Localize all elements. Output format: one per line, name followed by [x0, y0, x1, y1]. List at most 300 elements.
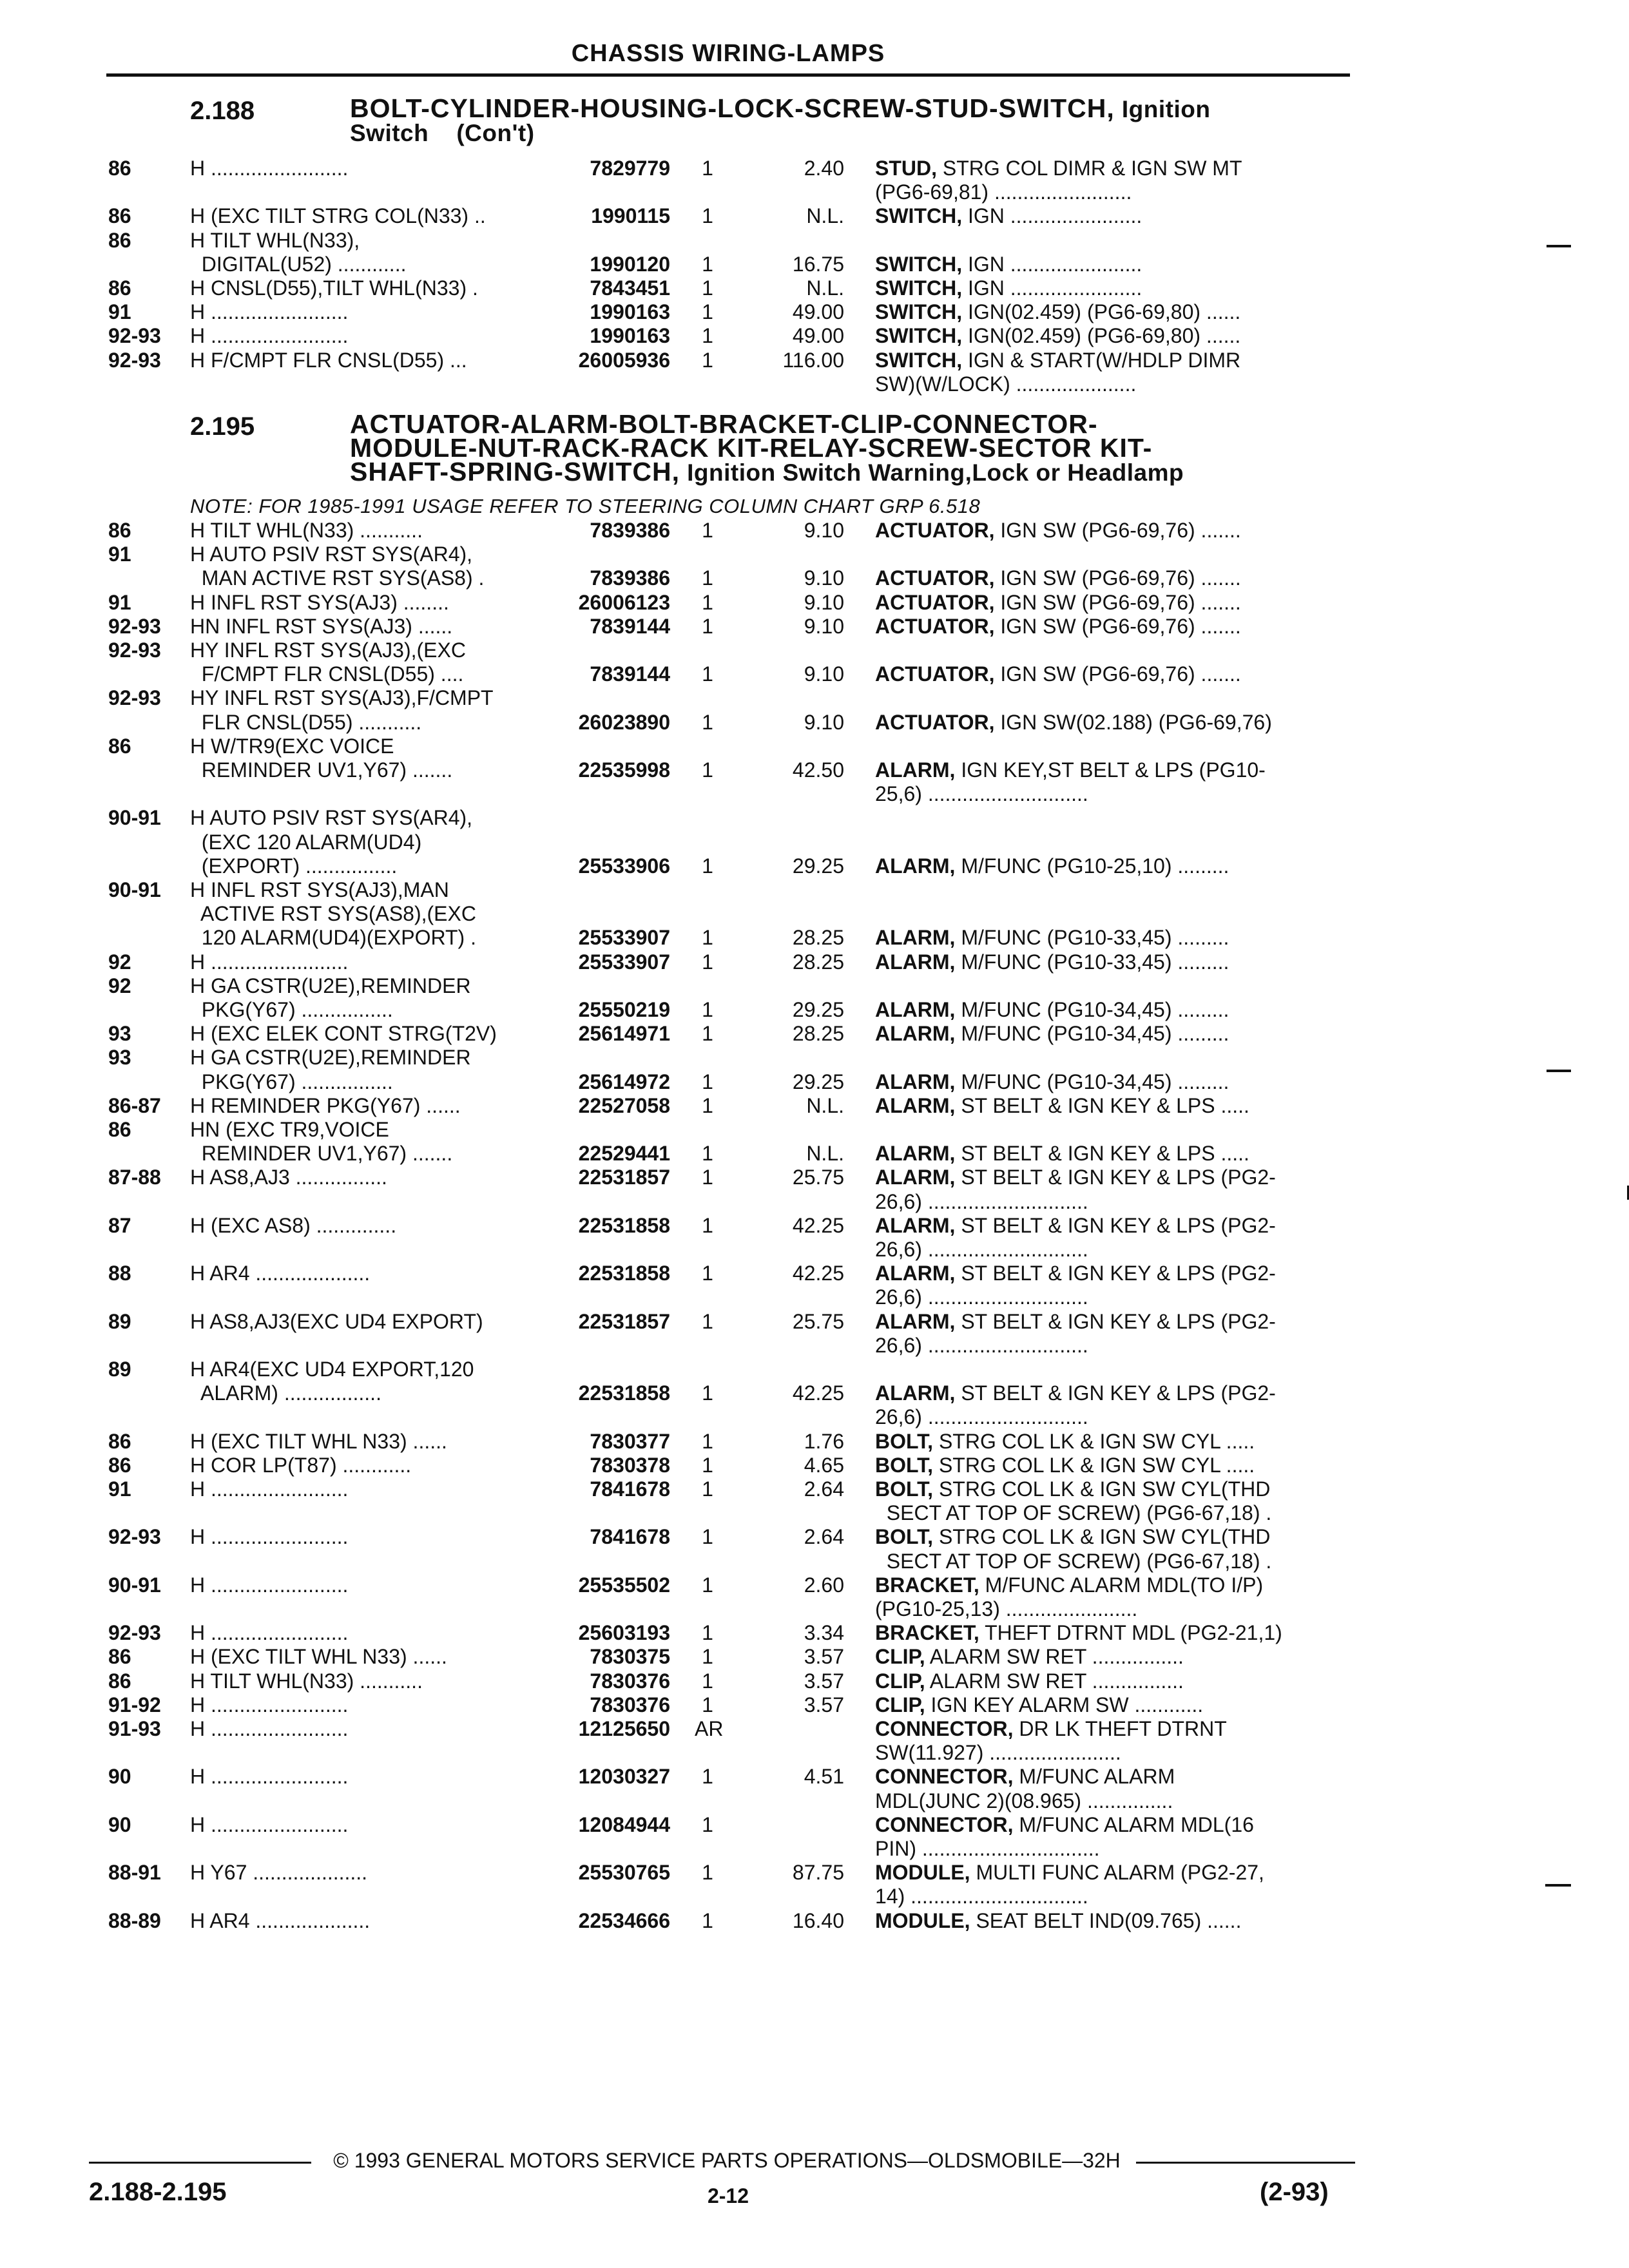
application: HY INFL RST SYS(AJ3),(EXC	[190, 639, 466, 662]
price: N.L.	[806, 1093, 844, 1117]
part-number: 25603193	[578, 1621, 670, 1645]
description	[875, 1166, 1276, 1189]
description	[875, 1285, 1088, 1309]
description-noun: CLIP,	[875, 1645, 925, 1669]
model-year: 88-91	[108, 1861, 161, 1885]
description	[875, 711, 1272, 735]
application: FLR CNSL(D55) ...........	[190, 710, 422, 734]
application: H TILT WHL(N33) ...........	[190, 519, 423, 542]
part-number: 22531858	[578, 1381, 670, 1405]
description-noun: ALARM,	[875, 1022, 956, 1046]
model-year: 93	[108, 1022, 131, 1046]
description-noun: ALARM,	[875, 1262, 956, 1285]
application: H F/CMPT FLR CNSL(D55) ...	[190, 348, 467, 372]
description-text: 26,6) ............................	[875, 1189, 1088, 1213]
description-noun: BRACKET,	[875, 1621, 979, 1645]
description-text: IGN SW (PG6-69,76) .......	[994, 590, 1241, 614]
description	[875, 1765, 1175, 1789]
description-text: 26,6) ............................	[875, 1238, 1088, 1261]
description	[875, 1142, 1249, 1166]
description	[875, 758, 1266, 782]
model-year: 86	[108, 1645, 131, 1669]
application: H INFL RST SYS(AJ3) ........	[190, 590, 449, 614]
description	[875, 253, 1142, 276]
application: HY INFL RST SYS(AJ3),F/CMPT	[190, 686, 494, 710]
quantity: 1	[702, 1645, 713, 1669]
application: REMINDER UV1,Y67) .......	[190, 758, 453, 782]
page-title: CHASSIS WIRING-LAMPS	[571, 40, 885, 67]
description-text: SW)(W/LOCK) .....................	[875, 372, 1137, 396]
description-text: IGN KEY,ST BELT & LPS (PG10-	[955, 758, 1266, 782]
description-text: IGN SW (PG6-69,76) .......	[994, 566, 1241, 590]
model-year: 86	[108, 204, 131, 228]
price: 42.25	[792, 1262, 844, 1285]
price: 116.00	[782, 348, 844, 372]
application: H TILT WHL(N33) ...........	[190, 1669, 423, 1693]
price: 1.76	[804, 1429, 844, 1453]
quantity: 1	[702, 519, 713, 542]
part-number: 7830375	[590, 1645, 670, 1669]
description-text: M/FUNC (PG10-34,45) .........	[955, 1022, 1229, 1046]
price: 3.57	[804, 1669, 844, 1693]
application: F/CMPT FLR CNSL(D55) ....	[190, 662, 464, 686]
part-number: 12084944	[578, 1812, 670, 1836]
description	[875, 591, 1241, 615]
model-year: 92-93	[108, 1525, 161, 1549]
application: H INFL RST SYS(AJ3),MAN	[190, 878, 449, 901]
application: (EXC 120 ALARM(UD4)	[190, 830, 422, 854]
description-text: 26,6) ............................	[875, 1333, 1088, 1357]
description-text: M/FUNC (PG10-33,45) .........	[955, 950, 1229, 974]
description-text: ST BELT & IGN KEY & LPS .....	[955, 1142, 1249, 1166]
section-title-lc: Ignition	[1121, 96, 1211, 122]
model-year: 90	[108, 1812, 131, 1836]
description-text: IGN .......................	[962, 204, 1142, 228]
description-text: ST BELT & IGN KEY & LPS (PG2-	[955, 1213, 1276, 1237]
application: H (EXC TILT WHL N33) ......	[190, 1645, 447, 1669]
quantity: 1	[702, 1070, 713, 1093]
description	[875, 1381, 1276, 1405]
application: ACTIVE RST SYS(AS8),(EXC	[190, 902, 476, 926]
description-text: 14) ...............................	[875, 1885, 1088, 1908]
description	[875, 300, 1240, 324]
description-noun: SWITCH,	[875, 276, 963, 300]
part-number: 7841678	[590, 1477, 670, 1501]
application: H ........................	[190, 950, 349, 974]
description	[875, 204, 1142, 228]
quantity: 1	[702, 1262, 713, 1285]
quantity: 1	[702, 1861, 713, 1885]
description-noun: CLIP,	[875, 1693, 925, 1716]
description-noun: SWITCH,	[875, 204, 963, 228]
part-number: 25614972	[578, 1070, 670, 1093]
description	[875, 1717, 1227, 1741]
price: 3.57	[804, 1645, 844, 1669]
description	[875, 950, 1229, 974]
quantity: AR	[695, 1717, 724, 1740]
model-year: 87-88	[108, 1166, 161, 1189]
description-noun: BRACKET,	[875, 1573, 979, 1597]
price: 9.10	[804, 614, 844, 638]
description	[875, 1070, 1229, 1094]
description-text: IGN(02.459) (PG6-69,80) ......	[962, 300, 1241, 324]
part-number: 25533907	[578, 926, 670, 950]
description-text: MULTI FUNC ALARM (PG2-27,	[970, 1861, 1264, 1885]
footer-copyright: © 1993 GENERAL MOTORS SERVICE PARTS OPERATIONS—OLDSMOBILE—32H	[333, 2149, 1121, 2172]
quantity: 1	[702, 276, 713, 300]
part-number: 25535502	[578, 1573, 670, 1597]
model-year: 86-87	[108, 1093, 161, 1117]
description	[875, 1621, 1282, 1645]
description-noun: BOLT,	[875, 1525, 934, 1549]
quantity: 1	[702, 1669, 713, 1693]
part-number: 26006123	[578, 590, 670, 614]
part-number: 22531858	[578, 1262, 670, 1285]
description	[875, 180, 1132, 204]
quantity: 1	[702, 1573, 713, 1597]
description	[875, 1454, 1255, 1477]
description-noun: BOLT,	[875, 1477, 934, 1501]
part-number: 1990115	[591, 204, 670, 228]
description-noun: ACTUATOR,	[875, 662, 995, 686]
description-noun: ALARM,	[875, 1381, 956, 1405]
model-year: 91	[108, 543, 131, 566]
description-noun: SWITCH,	[875, 348, 963, 372]
part-number: 22529441	[578, 1142, 670, 1166]
price: 28.25	[792, 926, 844, 950]
part-number: 7843451	[590, 276, 670, 300]
application: H (EXC TILT STRG COL(N33) ..	[190, 204, 486, 228]
description	[875, 157, 1242, 180]
model-year: 86	[108, 734, 131, 758]
description-noun: ALARM,	[875, 854, 956, 878]
quantity: 1	[702, 1309, 713, 1333]
description-noun: MODULE,	[875, 1861, 970, 1885]
description-text: STRG COL LK & IGN SW CYL .....	[933, 1453, 1255, 1477]
application: H AR4 ....................	[190, 1908, 371, 1932]
description-noun: ALARM,	[875, 758, 956, 782]
price: 3.34	[804, 1621, 844, 1645]
description-text: SW(11.927) .......................	[875, 1741, 1121, 1765]
quantity: 1	[702, 590, 713, 614]
price: 16.40	[792, 1908, 844, 1932]
description	[875, 1190, 1088, 1214]
model-year: 91	[108, 300, 131, 324]
footer-rule-left	[89, 2162, 311, 2164]
description-text: 25,6) ............................	[875, 782, 1088, 806]
quantity: 1	[702, 926, 713, 950]
part-number: 7830378	[590, 1453, 670, 1477]
part-number: 1990163	[590, 300, 670, 324]
description-text: IGN SW (PG6-69,76) .......	[994, 662, 1241, 686]
quantity: 1	[702, 1477, 713, 1501]
model-year: 86	[108, 1429, 131, 1453]
description-noun: SWITCH,	[875, 324, 963, 348]
description	[875, 1501, 1271, 1525]
part-number: 22531858	[578, 1213, 670, 1237]
section-title-line2: MODULE-NUT-RACK-RACK KIT-RELAY-SCREW-SECTOR KIT-	[350, 433, 1153, 463]
description-text: 26,6) ............................	[875, 1285, 1088, 1309]
description-text: IGN SW (PG6-69,76) .......	[994, 614, 1241, 638]
application: ALARM) .................	[190, 1381, 381, 1405]
model-year: 90	[108, 1765, 131, 1789]
part-number: 25533907	[578, 950, 670, 974]
description-noun: STUD,	[875, 157, 937, 180]
application: H Y67 ....................	[190, 1861, 368, 1885]
part-number: 22531857	[578, 1166, 670, 1189]
part-number: 12125650	[578, 1717, 670, 1740]
description	[875, 1597, 1137, 1621]
description-text: SEAT BELT IND(09.765) ......	[970, 1908, 1242, 1932]
description	[875, 782, 1088, 806]
application: H (EXC AS8) ..............	[190, 1213, 397, 1237]
model-year: 86	[108, 519, 131, 542]
quantity: 1	[702, 710, 713, 734]
description-text: M/FUNC ALARM MDL(TO I/P)	[979, 1573, 1264, 1597]
description	[875, 349, 1240, 372]
footer-date: (2-93)	[1260, 2178, 1329, 2206]
description	[875, 998, 1229, 1022]
description-text: M/FUNC ALARM MDL(16	[1013, 1812, 1254, 1836]
price: 9.10	[804, 566, 844, 590]
footer-page-number: 2-12	[707, 2184, 749, 2207]
application: DIGITAL(U52) ............	[190, 252, 407, 276]
description-text: STRG COL LK & IGN SW CYL(THD	[933, 1525, 1271, 1549]
description-text: PIN) ...............................	[875, 1837, 1100, 1860]
description-noun: ALARM,	[875, 1142, 956, 1166]
description-text: IGN .......................	[962, 276, 1142, 300]
description-noun: ALARM,	[875, 926, 956, 950]
section-number: 2.188	[190, 97, 255, 125]
price: 42.25	[792, 1381, 844, 1405]
description-text: ST BELT & IGN KEY & LPS (PG2-	[955, 1309, 1276, 1333]
description	[875, 1645, 1184, 1669]
description-text: IGN .......................	[962, 252, 1142, 276]
margin-tick	[1547, 245, 1571, 247]
description	[875, 1669, 1184, 1693]
description	[875, 566, 1241, 590]
quantity: 1	[702, 1765, 713, 1789]
model-year: 90-91	[108, 806, 161, 830]
part-number: 7839386	[590, 519, 670, 542]
description-noun: ACTUATOR,	[875, 614, 995, 638]
application: H (EXC TILT WHL N33) ......	[190, 1429, 447, 1453]
quantity: 1	[702, 324, 713, 348]
quantity: 1	[702, 348, 713, 372]
price: 4.65	[804, 1453, 844, 1477]
description	[875, 1789, 1173, 1813]
price: 29.25	[792, 854, 844, 878]
description	[875, 1741, 1121, 1765]
part-number: 25533906	[578, 854, 670, 878]
description-text: DR LK THEFT DTRNT	[1013, 1717, 1227, 1740]
description-text: IGN & START(W/HDLP DIMR	[962, 348, 1241, 372]
description-text: THEFT DTRNT MDL (PG2-21,1)	[979, 1621, 1282, 1645]
quantity: 1	[702, 854, 713, 878]
price: 9.10	[804, 662, 844, 686]
description-text: M/FUNC (PG10-34,45) .........	[955, 1070, 1229, 1093]
description	[875, 1262, 1276, 1285]
application: H ........................	[190, 1765, 349, 1789]
description-noun: BOLT,	[875, 1429, 934, 1453]
section-title-line3-caps: SHAFT-SPRING-SWITCH,	[350, 457, 680, 486]
price: N.L.	[806, 1142, 844, 1166]
description	[875, 1813, 1254, 1837]
description-noun: ALARM,	[875, 1070, 956, 1093]
description-noun: ACTUATOR,	[875, 519, 995, 542]
quantity: 1	[702, 252, 713, 276]
model-year: 88-89	[108, 1908, 161, 1932]
application: HN INFL RST SYS(AJ3) ......	[190, 614, 453, 638]
application: H ........................	[190, 1573, 349, 1597]
price: 4.51	[804, 1765, 844, 1789]
quantity: 1	[702, 1908, 713, 1932]
price: 3.57	[804, 1693, 844, 1716]
model-year: 91-92	[108, 1693, 161, 1716]
description-text: 26,6) ............................	[875, 1405, 1088, 1429]
quantity: 1	[702, 1429, 713, 1453]
application: H COR LP(T87) ............	[190, 1453, 412, 1477]
part-number: 25550219	[578, 998, 670, 1021]
part-number: 7829779	[590, 157, 670, 180]
part-number: 22535998	[578, 758, 670, 782]
description	[875, 1334, 1088, 1358]
model-year: 88	[108, 1262, 131, 1285]
application: 120 ALARM(UD4)(EXPORT) .	[190, 926, 476, 950]
section-title-line2: Switch (Con't)	[350, 120, 535, 146]
part-number: 7830376	[590, 1669, 670, 1693]
model-year: 86	[108, 1453, 131, 1477]
part-number: 22531857	[578, 1309, 670, 1333]
price: 2.40	[804, 157, 844, 180]
model-year: 89	[108, 1358, 131, 1381]
model-year: 92-93	[108, 686, 161, 710]
model-year: 90-91	[108, 878, 161, 901]
description-text: M/FUNC (PG10-33,45) .........	[955, 926, 1229, 950]
description	[875, 1405, 1088, 1429]
price: 49.00	[792, 324, 844, 348]
description	[875, 519, 1241, 543]
application: (EXPORT) ................	[190, 854, 398, 878]
price: 2.64	[804, 1525, 844, 1549]
application: MAN ACTIVE RST SYS(AS8) .	[190, 566, 485, 590]
part-number: 22534666	[578, 1908, 670, 1932]
description-text: M/FUNC (PG10-34,45) .........	[955, 998, 1229, 1021]
part-number: 1990163	[590, 324, 670, 348]
application: H AR4(EXC UD4 EXPORT,120	[190, 1358, 474, 1381]
description-noun: CONNECTOR,	[875, 1765, 1014, 1789]
description-noun: CLIP,	[875, 1669, 925, 1693]
part-number: 26005936	[578, 348, 670, 372]
description-noun: CONNECTOR,	[875, 1717, 1014, 1740]
model-year: 86	[108, 228, 131, 252]
description-noun: CONNECTOR,	[875, 1812, 1014, 1836]
model-year: 86	[108, 276, 131, 300]
application: H ........................	[190, 1525, 349, 1549]
application: H REMINDER PKG(Y67) ......	[190, 1093, 461, 1117]
section-title	[350, 409, 1445, 486]
description-text: (PG10-25,13) .......................	[875, 1597, 1138, 1620]
quantity: 1	[702, 157, 713, 180]
application: H AUTO PSIV RST SYS(AR4),	[190, 543, 473, 566]
model-year: 89	[108, 1309, 131, 1333]
description-text: M/FUNC (PG10-25,10) .........	[955, 854, 1229, 878]
application: H AS8,AJ3(EXC UD4 EXPORT)	[190, 1309, 483, 1333]
price: N.L.	[806, 204, 844, 228]
quantity: 1	[702, 1812, 713, 1836]
model-year: 87	[108, 1213, 131, 1237]
description	[875, 1909, 1241, 1933]
description	[875, 276, 1142, 300]
description-text: SECT AT TOP OF SCREW) (PG6-67,18) .	[875, 1501, 1272, 1525]
description	[875, 324, 1240, 348]
quantity: 1	[702, 1693, 713, 1716]
price: N.L.	[806, 276, 844, 300]
description-text: MDL(JUNC 2)(08.965) ...............	[875, 1789, 1173, 1812]
part-number: 25614971	[578, 1022, 670, 1046]
price: 29.25	[792, 998, 844, 1021]
footer-rule-right	[1136, 2162, 1355, 2164]
application: H AUTO PSIV RST SYS(AR4),	[190, 806, 473, 830]
price: 16.75	[792, 252, 844, 276]
description-text: ALARM SW RET ................	[925, 1645, 1184, 1669]
part-number: 7830376	[590, 1693, 670, 1716]
description	[875, 1477, 1270, 1501]
description-noun: ALARM,	[875, 1309, 956, 1333]
description	[875, 1238, 1088, 1262]
description-noun: ALARM,	[875, 1093, 956, 1117]
price: 49.00	[792, 300, 844, 324]
description-text: IGN KEY ALARM SW ............	[925, 1693, 1204, 1716]
application: H AR4 ....................	[190, 1262, 371, 1285]
description	[875, 1885, 1088, 1908]
quantity: 1	[702, 1621, 713, 1645]
quantity: 1	[702, 662, 713, 686]
description	[875, 1094, 1249, 1118]
description	[875, 372, 1136, 396]
description	[875, 854, 1229, 878]
application: H ........................	[190, 1812, 349, 1836]
description-text: SECT AT TOP OF SCREW) (PG6-67,18) .	[875, 1549, 1272, 1573]
model-year: 91	[108, 1477, 131, 1501]
application: H W/TR9(EXC VOICE	[190, 734, 394, 758]
part-number: 22527058	[578, 1093, 670, 1117]
margin-tick	[1545, 1884, 1571, 1887]
description-text: ST BELT & IGN KEY & LPS (PG2-	[955, 1262, 1276, 1285]
part-number: 7839144	[590, 614, 670, 638]
part-number: 7841678	[590, 1525, 670, 1549]
model-year: 92-93	[108, 1621, 161, 1645]
price: 9.10	[804, 519, 844, 542]
model-year: 92	[108, 974, 131, 997]
model-year: 86	[108, 1118, 131, 1141]
application: H ........................	[190, 1477, 349, 1501]
description-noun: ACTUATOR,	[875, 710, 995, 734]
price: 25.75	[792, 1309, 844, 1333]
description-text: IGN SW(02.188) (PG6-69,76)	[994, 710, 1272, 734]
quantity: 1	[702, 1453, 713, 1477]
description	[875, 1310, 1276, 1334]
section-title	[350, 93, 1445, 146]
description-text: ST BELT & IGN KEY & LPS (PG2-	[955, 1166, 1276, 1189]
description-noun: MODULE,	[875, 1908, 970, 1932]
margin-tick	[1547, 1070, 1571, 1072]
section-title-caps: BOLT-CYLINDER-HOUSING-LOCK-SCREW-STUD-SWITCH,	[350, 93, 1115, 123]
application: H ........................	[190, 1693, 349, 1716]
price: 42.50	[792, 758, 844, 782]
description-noun: ALARM,	[875, 1166, 956, 1189]
description	[875, 1022, 1229, 1046]
